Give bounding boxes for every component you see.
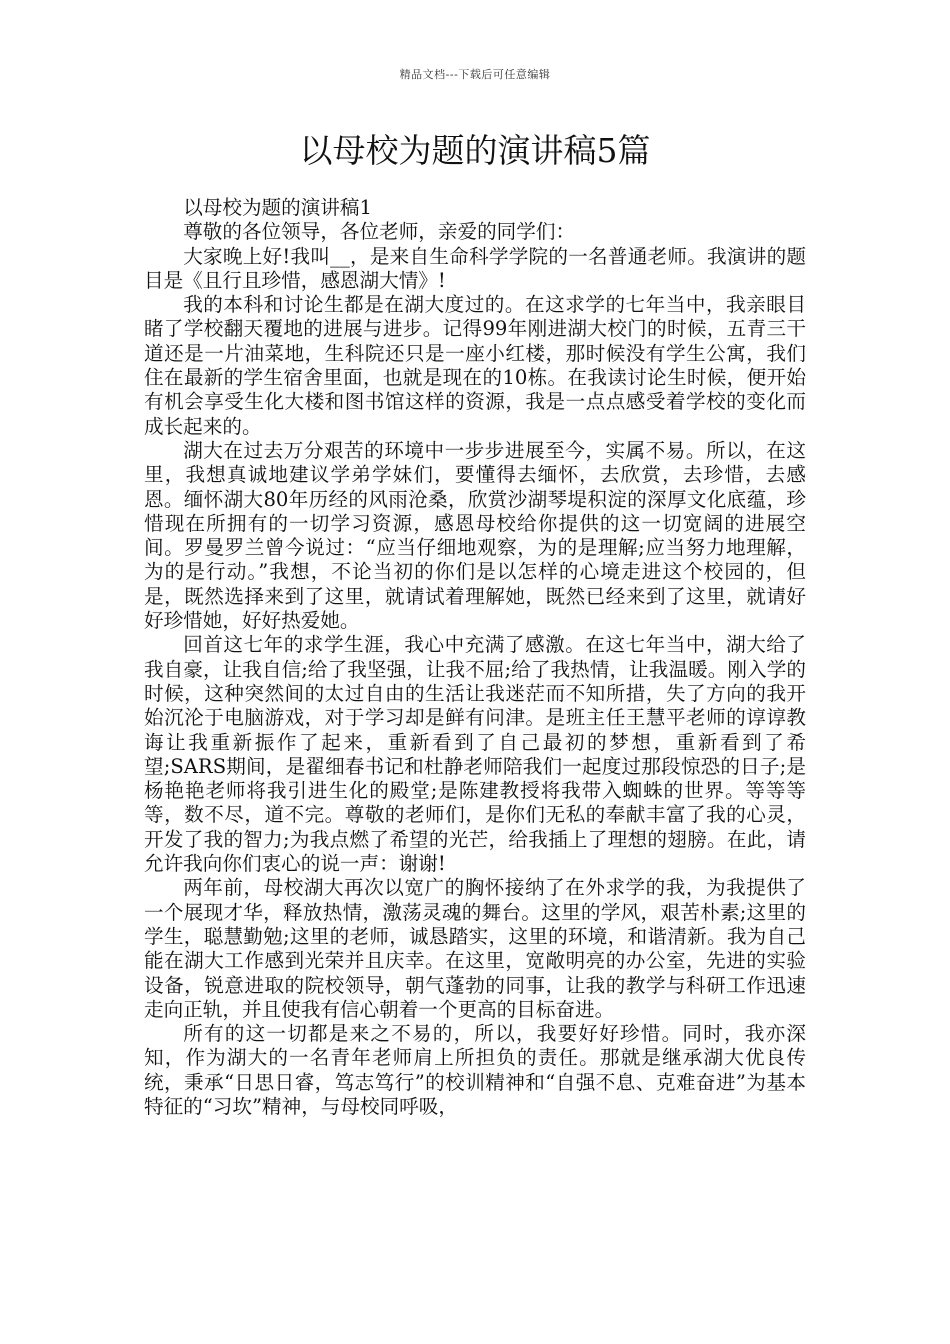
- paragraph: 所有的这一切都是来之不易的，所以，我要好好珍惜。同时，我亦深知，作为湖大的一名青年老师肩上所担负的责任。那就是继承湖大优良传统，秉承“日思日睿，笃志笃行”的校训精神和“自强不息、克难奋进”为基本特征的“习坎”精神，与母校同呼吸，: [144, 1022, 806, 1118]
- paragraph: 两年前，母校湖大再次以宽广的胸怀接纳了在外求学的我，为我提供了一个展现才华，释放热情，激荡灵魂的舞台。这里的学风，艰苦朴素;这里的学生，聪慧勤勉;这里的老师，诚恳踏实，这里的环境，和谐清新。我为自己能在湖大工作感到光荣并且庆幸。在这里，宽敞明亮的办公室，先进的实验设备，锐意进取的院校领导，朝气蓬勃的同事，让我的教学与科研工作迅速走向正轨，并且使我有信心朝着一个更高的目标奋进。: [144, 876, 806, 1021]
- paragraph-salutation: 尊敬的各位领导，各位老师，亲爱的同学们：: [183, 220, 576, 244]
- paragraph: 回首这七年的求学生涯，我心中充满了感激。在这七年当中，湖大给了我自豪，让我自信;给了我坚强，让我不屈;给了我热情，让我温暖。刚入学的时候，这种突然间的太过自由的生活让我迷茫而不知所措，失了方向的我开始沉沦于电脑游戏，对于学习却是鲜有问津。是班主任王慧平老师的谆谆教诲让我重新振作了起来，重新看到了自己最初的梦想，重新看到了希望;SARS期间，是翟细春书记和杜静老师陪我们一起度过那段惊恐的日子;是杨艳艳老师将我引进生化的殿堂;是陈建教授将我带入蜘蛛的世界。等等等等，数不尽，道不完。尊敬的老师们，是你们无私的奉献丰富了我的心灵，开发了我的智力;为我点燃了希望的光芒，给我插上了理想的翅膀。在此，请允许我向你们衷心的说一声：谢谢!: [144, 633, 806, 876]
- page-header: 精品文档---下载后可任意编辑: [399, 68, 551, 81]
- document-title: 以母校为题的演讲稿5篇: [299, 131, 651, 170]
- paragraph: 我的本科和讨论生都是在湖大度过的。在这求学的七年当中，我亲眼目睹了学校翻天覆地的进展与进步。记得99年刚进湖大校门的时候，五青三干道还是一片油菜地，生科院还只是一座小红楼，那时候没有学生公寓，我们住在最新的学生宿舍里面，也就是现在的10栋。在我读讨论生时候，便开始有机会享受生化大楼和图书馆这样的资源，我是一点点感受着学校的变化而成长起来的。: [144, 293, 806, 438]
- paragraph-subtitle: 以母校为题的演讲稿1: [183, 196, 372, 219]
- paragraph: 湖大在过去万分艰苦的环境中一步步进展至今，实属不易。所以，在这里，我想真诚地建议学弟学妹们，要懂得去缅怀，去欣赏，去珍惜，去感恩。缅怀湖大80年历经的风雨沧桑，欣赏沙湖琴堤积淀的深厚文化底蕴，珍惜现在所拥有的一切学习资源，感恩母校给你提供的这一切宽阔的进展空间。罗曼罗兰曾今说过：“应当仔细地观察，为的是理解;应当努力地理解，为的是行动。”我想，不论当初的你们是以怎样的心境走进这个校园的，但是，既然选择来到了这里，就请试着理解她，既然已经来到了这里，就请好好珍惜她，好好热爱她。: [144, 438, 806, 633]
- document-body: [144, 196, 806, 1119]
- paragraph: 大家晚上好!我叫__，是来自生命科学学院的一名普通老师。我演讲的题目是《且行且珍惜，感恩湖大情》!: [144, 244, 806, 292]
